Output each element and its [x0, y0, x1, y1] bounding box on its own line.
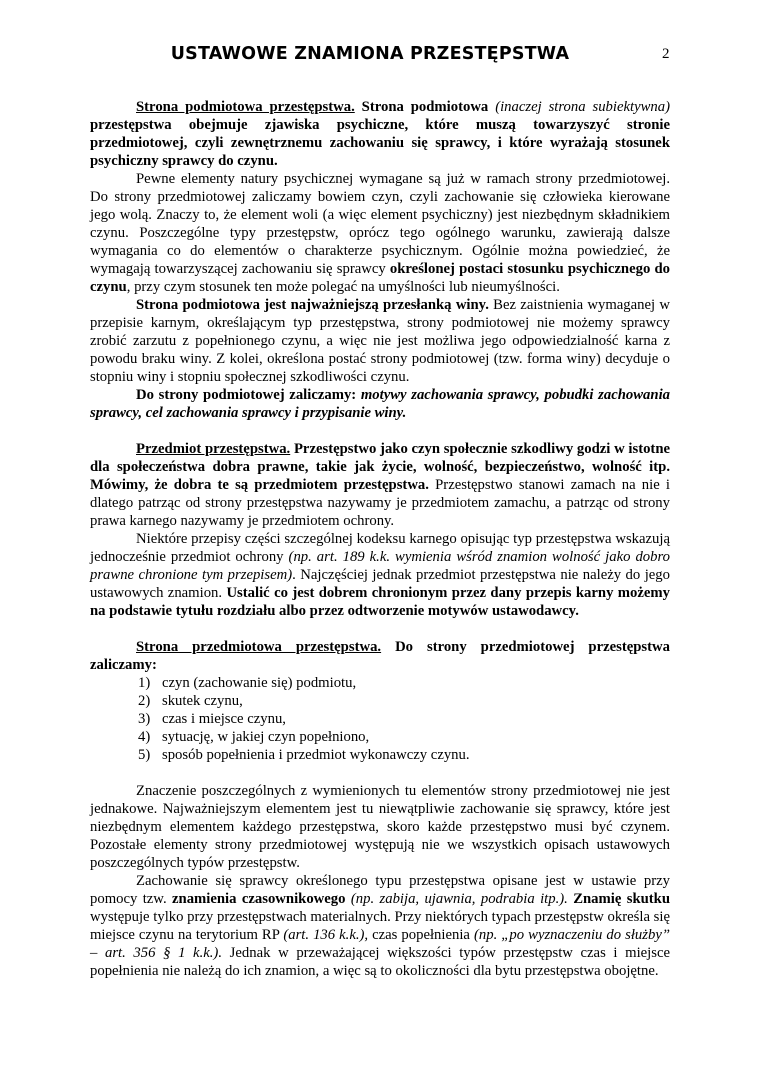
document-body: [90, 98, 670, 980]
list-item: 3) czas i miejsce czynu,: [138, 711, 286, 727]
subjective-paragraph-1: Strona podmiotowa przestępstwa. Strona podmiotowa (inaczej strona subiektywna) przestępstwa obejmuje zjawiska psychiczne, które muszą towarzyszyć stronie przedmiotowej, czyli zewnętrznemu zachowaniu się sprawcy, i które wyrażają stosunek psychiczny sprawcy do czynu.: [90, 99, 670, 169]
objective-elements-list: [90, 674, 670, 764]
page-title: USTAWOWE ZNAMIONA PRZESTĘPSTWA: [170, 44, 570, 64]
object-paragraph-2: Niektóre przepisy części szczególnej kodeksu karnego opisując typ przestępstwa wskazują jednocześnie przedmiot ochrony (np. art. 189 k.k. wymienia wśród znamion wolność jako dobro prawne chronione tym przepisem). Najczęściej jednak przedmiot przestępstwa nie należy do jego ustawowych znamion. Ustalić co jest dobrem chronionym przez dany przepis karny możemy na podstawie tytułu rozdziału albo przez odtworzenie motywów ustawodawcy.: [90, 531, 671, 619]
list-item: 2) skutek czynu,: [138, 693, 243, 709]
page-number: 2: [662, 46, 670, 62]
objective-intro: Strona przedmiotowa przestępstwa. Do strony przedmiotowej przestępstwa zaliczamy:: [90, 639, 670, 673]
subjective-heading: Strona podmiotowa przestępstwa.: [136, 99, 355, 115]
objective-heading: Strona przedmiotowa przestępstwa.: [136, 639, 382, 655]
subjective-paragraph-3: Strona podmiotowa jest najważniejszą przesłanką winy. Bez zaistnienia wymaganej w przepisie karnym, określającym typ przestępstwa, strony podmiotowej nie możemy sprawcy zrobić zarzutu z popełnionego czynu, a więc nie jest możliwa jego odpowiedzialność karna z powodu braku winy. Z kolei, określona postać strony podmiotowej (tzw. forma winy) decyduje o stopniu winy i stopniu społecznej szkodliwości czynu.: [90, 297, 670, 385]
object-heading: Przedmiot przestępstwa.: [136, 441, 291, 457]
list-item: 1) czyn (zachowanie się) podmiotu,: [138, 675, 357, 691]
subjective-paragraph-2: Pewne elementy natury psychicznej wymagane są już w ramach strony przedmiotowej. Do strony przedmiotowej zaliczamy bowiem czyn, czyli zachowanie się człowieka kierowane jego wolą. Znaczy to, że element woli (a więc element psychiczny) jest niezbędnym składnikiem czynu. Poszczególne typy przestępstw, oprócz tego ogólnego warunku, zawierają dalsze wymagania co do elementów o charakterze psychicznym. Ogólnie można powiedzieć, że wymagają towarzyszącej zachowaniu się sprawcy określonej postaci stosunku psychicznego do czynu, przy czym stosunek ten może polegać na umyślności lub nieumyślności.: [90, 171, 671, 295]
list-item: 5) sposób popełnienia i przedmiot wykonawczy czynu.: [138, 747, 470, 763]
list-item: 4) sytuację, w jakiej czyn popełniono,: [138, 729, 370, 745]
objective-paragraph-1: Znaczenie poszczególnych z wymienionych tu elementów strony przedmiotowej nie jest jednakowe. Najważniejszym elementem jest tu niewątpliwie zachowanie się sprawcy, które jest niezbędnym elementem każdego przestępstwa, skoro każde przestępstwo musi być czynem. Pozostałe elementy strony przedmiotowej występują nie we wszystkich opisach ustawowych poszczególnych typów przestępstw.: [90, 783, 670, 871]
object-paragraph-1: Przedmiot przestępstwa. Przestępstwo jako czyn społecznie szkodliwy godzi w istotne dla społeczeństwa dobra prawne, takie jak życie, wolność, bezpieczeństwo, wolność itp. Mówimy, że dobra te są przedmiotem przestępstwa. Przestępstwo stanowi zamach na nie i dlatego patrząc od strony przestępstwa nazywamy je przedmiotem zamachu, a patrząc od strony prawa karnego nazywamy je przedmiotem ochrony.: [90, 441, 671, 529]
subjective-paragraph-4: Do strony podmiotowej zaliczamy: motywy zachowania sprawcy, pobudki zachowania sprawcy, cel zachowania sprawcy i przypisanie winy.: [90, 387, 670, 421]
objective-paragraph-2: Zachowanie się sprawcy określonego typu przestępstwa opisane jest w ustawie przy pomocy tzw. znamienia czasownikowego (np. zabija, ujawnia, podrabia itp.). Znamię skutku występuje tylko przy przestępstwach materialnych. Przy niektórych typach przestępstw określa się miejsce czynu na terytorium RP (art. 136 k.k.), czas popełnienia (np. „po wyznaczeniu do służby” – art. 356 § 1 k.k.). Jednak w przeważającej większości typów przestępstw czas i miejsce popełnienia nie należą do ich znamion, a więc są to okoliczności dla bytu przestępstwa obojętne.: [90, 873, 671, 979]
